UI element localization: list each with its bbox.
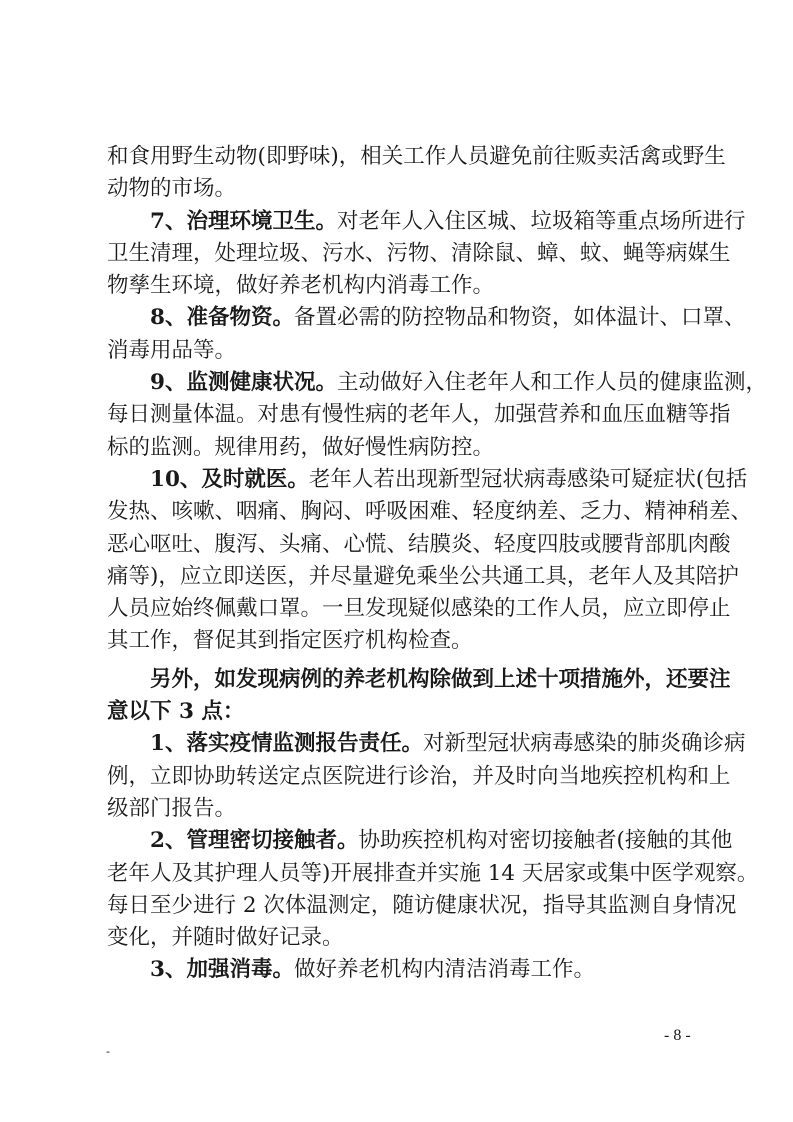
- body-text: 级部门报告。: [107, 795, 237, 821]
- body-text: 消毒用品等。: [107, 337, 237, 363]
- bold-heading: 10、及时就医。: [150, 466, 309, 492]
- bold-heading: 2、管理密切接触者。: [150, 828, 359, 854]
- text-line: [107, 728, 746, 760]
- text-line: [107, 367, 767, 399]
- body-text: 例，立即协助转送定点医院进行诊治，并及时向当地疾控机构和上: [107, 763, 731, 789]
- text-line: [107, 270, 694, 302]
- text-line: [107, 954, 694, 986]
- bold-heading: 1、落实疫情监测报告责任。: [150, 731, 423, 757]
- text-line: [107, 890, 737, 922]
- body-text: 发热、咳嗽、咽痛、胸闷、呼吸困难、轻度纳差、乏力、精神稍差、: [107, 499, 753, 525]
- text-line: [107, 432, 694, 464]
- body-text: 主动做好入住老年人和工作人员的健康监测，: [336, 370, 767, 396]
- text-line: [107, 496, 753, 528]
- body-text: 卫生清理，处理垃圾、污水、污物、清除鼠、蟑、蚊、蝇等病媒生: [107, 240, 731, 266]
- body-text: 备置必需的防控物品和物资，如体温计、口罩、: [293, 305, 746, 331]
- text-line: [107, 825, 733, 857]
- footer-mark: -: [106, 1044, 110, 1058]
- body-text: 和食用野生动物(即野味)，相关工作人员避免前往贩卖活禽或野生: [107, 144, 726, 169]
- text-line: [107, 399, 731, 431]
- body-text: 标的监测。规律用药，做好慢性病防控。: [107, 434, 495, 460]
- body-text: 老年人及其护理人员等)开展排查并实施 14 天居家或集中医学观察。: [107, 860, 759, 886]
- text-line: [107, 625, 694, 657]
- text-line: [107, 464, 748, 496]
- bold-heading: 7、治理环境卫生。: [150, 208, 337, 234]
- body-text: 对新型冠状病毒感染的肺炎确诊病: [422, 731, 746, 757]
- body-text: 物孳生环境，做好养老机构内消毒工作。: [107, 273, 495, 299]
- text-line: [107, 922, 694, 954]
- bold-heading: 3、加强消毒。: [150, 957, 294, 983]
- body-text: 每日至少进行 2 次体温测定，随访健康状况，指导其监测自身情况: [107, 892, 737, 918]
- body-text: 动物的市场。: [107, 176, 237, 202]
- body-text: 其工作，督促其到指定医疗机构检查。: [107, 628, 473, 654]
- body-text: 变化，并随时做好记录。: [107, 925, 344, 951]
- body-text: 对老年人入住区城、垃圾箱等重点场所进行: [336, 208, 746, 234]
- text-line: [107, 206, 746, 238]
- text-line: [107, 664, 731, 696]
- text-line: [107, 793, 694, 825]
- text-line: [107, 173, 694, 205]
- body-text: 每日测量体温。对患有慢性病的老年人，加强营养和血压血糖等指: [107, 402, 731, 428]
- body-text: 老年人若出现新型冠状病毒感染可疑症状(包括: [308, 466, 748, 492]
- text-line: [107, 238, 731, 270]
- text-line: [107, 593, 731, 625]
- text-line: [107, 858, 759, 890]
- bold-heading: 另外，如发现病例的养老机构除做到上述十项措施外，还要注: [150, 666, 731, 692]
- page-number: - 8 -: [664, 1027, 691, 1044]
- bold-heading: 意以下 3 点：: [107, 699, 245, 725]
- bold-heading: 8、准备物资。: [150, 305, 294, 331]
- text-line: [107, 561, 739, 593]
- text-line: [107, 141, 726, 173]
- body-text: 恶心呕吐、腹泻、头痛、心慌、结膜炎、轻度四肢或腰背部肌肉酸: [107, 531, 731, 557]
- body-text: 协助疾控机构对密切接触者(接触的其他: [358, 828, 733, 854]
- body-text: 做好养老机构内清洁消毒工作。: [293, 957, 595, 983]
- body-text: 痛等)，应立即送医，并尽量避免乘坐公共通工具，老年人及其陪护: [107, 563, 739, 589]
- text-line: [107, 761, 731, 793]
- bold-heading: 9、监测健康状况。: [150, 370, 337, 396]
- text-line: [107, 302, 746, 334]
- text-line: [107, 529, 731, 561]
- body-text: 人员应始终佩戴口罩。一旦发现疑似感染的工作人员，应立即停止: [107, 596, 731, 622]
- text-line: [107, 696, 694, 728]
- document-body: [107, 141, 767, 987]
- text-line: [107, 335, 694, 367]
